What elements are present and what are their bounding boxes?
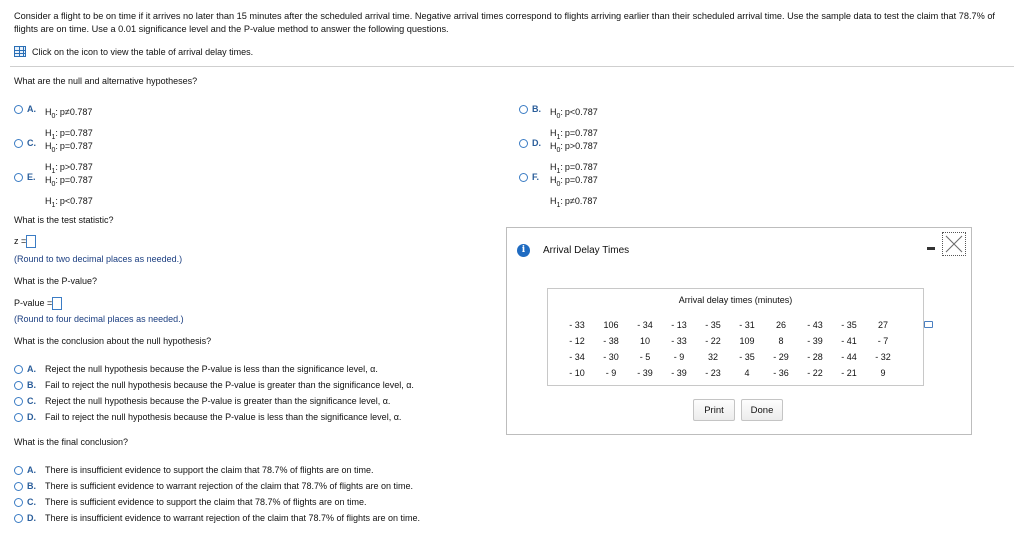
h-colon: : bbox=[560, 175, 563, 185]
radio-button[interactable] bbox=[14, 498, 23, 507]
null-hypothesis bbox=[550, 172, 598, 193]
z-answer-row bbox=[14, 235, 36, 248]
h-symbol: H bbox=[45, 161, 52, 172]
null-hypothesis bbox=[45, 138, 93, 159]
radio-button[interactable] bbox=[14, 514, 23, 523]
null-hypothesis bbox=[550, 138, 598, 159]
null-hypothesis bbox=[550, 104, 598, 125]
option-text: Fail to reject the null hypothesis because the P-value is less than the significance level, α. bbox=[45, 412, 402, 422]
delay-row bbox=[560, 333, 900, 349]
delay-cell: 32 bbox=[707, 352, 718, 362]
h-symbol: H bbox=[45, 107, 52, 117]
delay-table bbox=[560, 317, 900, 381]
close-icon[interactable] bbox=[942, 232, 966, 256]
h-symbol: H bbox=[550, 175, 557, 185]
z-label: z = bbox=[14, 235, 27, 246]
h-symbol: H bbox=[45, 127, 52, 138]
delay-cell: - 9 bbox=[605, 368, 617, 378]
delay-cell: - 34 bbox=[637, 320, 653, 330]
final-conclusion-option[interactable] bbox=[14, 465, 374, 475]
delay-cell: - 44 bbox=[841, 352, 857, 362]
final-conclusion-option[interactable] bbox=[14, 513, 420, 523]
delay-cell: 10 bbox=[639, 336, 650, 346]
alt-hypothesis bbox=[45, 193, 93, 214]
delay-cell: - 10 bbox=[569, 368, 585, 378]
delay-row bbox=[560, 317, 900, 333]
divider bbox=[10, 66, 1014, 67]
h-subscript: 0 bbox=[556, 180, 561, 188]
radio-button[interactable] bbox=[519, 139, 528, 148]
h-colon: : bbox=[55, 195, 58, 206]
alt-hypothesis bbox=[550, 193, 598, 214]
h-symbol: H bbox=[550, 141, 557, 151]
delay-cell: - 12 bbox=[569, 336, 585, 346]
delay-cell: 4 bbox=[744, 368, 750, 378]
radio-button[interactable] bbox=[14, 482, 23, 491]
hypothesis-text: p<0.787 bbox=[59, 195, 93, 206]
h-colon: : bbox=[55, 141, 58, 151]
done-button[interactable]: Done bbox=[741, 399, 783, 421]
option-letter: B. bbox=[532, 104, 541, 114]
radio-button[interactable] bbox=[14, 365, 23, 374]
option-text: There is insufficient evidence to warrant rejection of the claim that 78.7% of flights are on time. bbox=[45, 513, 421, 523]
h-colon: : bbox=[560, 195, 563, 206]
hypothesis-text: p>0.787 bbox=[564, 141, 598, 151]
radio-button[interactable] bbox=[14, 413, 23, 422]
option-text: There is sufficient evidence to warrant rejection of the claim that 78.7% of flights are on time. bbox=[45, 481, 414, 491]
h-subscript: 1 bbox=[51, 133, 56, 141]
h-symbol: H bbox=[45, 175, 52, 185]
delay-cell: - 39 bbox=[807, 336, 823, 346]
delay-cell: - 39 bbox=[671, 368, 687, 378]
h-colon: : bbox=[55, 161, 58, 172]
delay-cell: - 35 bbox=[705, 320, 721, 330]
table-grid-icon[interactable] bbox=[14, 46, 26, 57]
h-colon: : bbox=[560, 161, 563, 172]
radio-button[interactable] bbox=[519, 105, 528, 114]
hypothesis-text: p=0.787 bbox=[564, 161, 598, 172]
option-letter: C. bbox=[27, 138, 36, 148]
h-symbol: H bbox=[550, 127, 557, 138]
hypothesis-text: p<0.787 bbox=[564, 107, 598, 117]
h-subscript: 0 bbox=[556, 112, 561, 120]
delay-cell: - 36 bbox=[773, 368, 789, 378]
arrival-delay-popup bbox=[506, 227, 972, 435]
h-symbol: H bbox=[550, 161, 557, 172]
h-symbol: H bbox=[45, 195, 52, 206]
copy-icon[interactable] bbox=[924, 321, 933, 328]
p-value-answer-row bbox=[14, 297, 62, 310]
conclusion-null-option[interactable] bbox=[14, 364, 378, 374]
hypothesis-text: p=0.787 bbox=[564, 127, 598, 138]
radio-button[interactable] bbox=[14, 466, 23, 475]
null-hypothesis bbox=[45, 172, 93, 193]
question-conclusion-null: What is the conclusion about the null hypothesis? bbox=[14, 336, 212, 346]
option-letter: A. bbox=[27, 104, 36, 114]
h-subscript: 1 bbox=[51, 167, 56, 175]
option-text: There is insufficient evidence to support the claim that 78.7% of flights are on time. bbox=[45, 465, 374, 475]
popup-header bbox=[507, 228, 971, 256]
option-text: Fail to reject the null hypothesis because the P-value is greater than the significance level, α. bbox=[45, 380, 414, 390]
h-symbol: H bbox=[550, 107, 557, 117]
delay-row bbox=[560, 349, 900, 365]
conclusion-null-option[interactable] bbox=[14, 412, 401, 422]
delay-cell: - 21 bbox=[841, 368, 857, 378]
h-subscript: 1 bbox=[556, 167, 561, 175]
option-letter: D. bbox=[532, 138, 541, 148]
option-letter: D. bbox=[27, 513, 36, 523]
h-colon: : bbox=[55, 127, 58, 138]
option-text: Reject the null hypothesis because the P-value is greater than the significance level, α. bbox=[45, 396, 391, 406]
h-subscript: 1 bbox=[556, 201, 561, 209]
question-test-statistic: What is the test statistic? bbox=[14, 215, 114, 225]
option-text: Reject the null hypothesis because the P-value is less than the significance level, α. bbox=[45, 364, 378, 374]
delay-cell: - 38 bbox=[603, 336, 619, 346]
delay-cell: - 22 bbox=[807, 368, 823, 378]
h-symbol: H bbox=[550, 195, 557, 206]
radio-button[interactable] bbox=[14, 381, 23, 390]
delay-cell: - 39 bbox=[637, 368, 653, 378]
z-hint: (Round to two decimal places as needed.) bbox=[14, 254, 183, 264]
delay-row bbox=[560, 365, 900, 381]
delay-cell: 106 bbox=[603, 320, 619, 330]
question-p-value: What is the P-value? bbox=[14, 276, 98, 286]
option-letter: B. bbox=[27, 481, 36, 491]
h-colon: : bbox=[55, 107, 58, 117]
final-conclusion-option[interactable] bbox=[14, 481, 413, 491]
delay-cell: - 5 bbox=[639, 352, 651, 362]
radio-button[interactable] bbox=[14, 105, 23, 114]
delay-cell: - 41 bbox=[841, 336, 857, 346]
hypothesis-text: p≠0.787 bbox=[59, 107, 93, 117]
hypothesis-option[interactable] bbox=[519, 172, 598, 214]
conclusion-null-option[interactable] bbox=[14, 380, 414, 390]
h-symbol: H bbox=[45, 141, 52, 151]
p-value-input[interactable] bbox=[52, 297, 62, 310]
delay-cell: - 34 bbox=[569, 352, 585, 362]
option-letter: A. bbox=[27, 364, 36, 374]
delay-cell: - 28 bbox=[807, 352, 823, 362]
delay-cell: - 13 bbox=[671, 320, 687, 330]
view-table-label: Click on the icon to view the table of arrival delay times. bbox=[32, 46, 254, 57]
option-letter: A. bbox=[27, 465, 36, 475]
option-letter: B. bbox=[27, 380, 36, 390]
option-letter: E. bbox=[27, 172, 36, 182]
option-text: There is sufficient evidence to support the claim that 78.7% of flights are on time. bbox=[45, 497, 367, 507]
delay-cell: - 9 bbox=[673, 352, 685, 362]
option-letter: D. bbox=[27, 412, 36, 422]
h-colon: : bbox=[55, 175, 58, 185]
delay-cell: - 43 bbox=[807, 320, 823, 330]
delay-cell: - 32 bbox=[875, 352, 891, 362]
question-final-conclusion: What is the final conclusion? bbox=[14, 437, 129, 447]
option-letter: C. bbox=[27, 497, 36, 507]
z-input[interactable] bbox=[26, 235, 36, 248]
question-hypotheses: What are the null and alternative hypotheses? bbox=[14, 76, 198, 86]
h-subscript: 0 bbox=[51, 180, 56, 188]
popup-title: Arrival Delay Times bbox=[543, 245, 630, 256]
delay-cell: - 7 bbox=[877, 336, 889, 346]
delay-cell: - 29 bbox=[773, 352, 789, 362]
delay-cell: - 31 bbox=[739, 320, 755, 330]
view-table-link[interactable] bbox=[14, 46, 253, 57]
delay-cell: - 22 bbox=[705, 336, 721, 346]
delay-cell: 8 bbox=[778, 336, 784, 346]
delay-cell: - 33 bbox=[569, 320, 585, 330]
minimize-icon[interactable] bbox=[927, 247, 935, 250]
hypothesis-option[interactable] bbox=[14, 172, 93, 214]
hypothesis-pair bbox=[45, 172, 93, 214]
delay-cell: - 35 bbox=[739, 352, 755, 362]
info-icon: i bbox=[517, 244, 530, 257]
h-subscript: 1 bbox=[51, 201, 56, 209]
delay-cell: 26 bbox=[775, 320, 786, 330]
final-conclusion-option[interactable] bbox=[14, 497, 367, 507]
option-letter: F. bbox=[532, 172, 540, 182]
radio-button[interactable] bbox=[14, 397, 23, 406]
delay-cell: - 23 bbox=[705, 368, 721, 378]
print-button[interactable]: Print bbox=[693, 399, 735, 421]
radio-button[interactable] bbox=[519, 173, 528, 182]
h-subscript: 0 bbox=[556, 146, 561, 154]
p-value-hint: (Round to four decimal places as needed.) bbox=[14, 314, 184, 324]
radio-button[interactable] bbox=[14, 173, 23, 182]
problem-statement: Consider a flight to be on time if it arrives no later than 15 minutes after the scheduled arrival time. Negative arrival times correspond to flights arriving earlier than their scheduled arrival time. Use the sample data to test the claim that 78.7% of flights are on time. Use a 0.01 significance level and the P-value method to answer the following questions. bbox=[14, 11, 995, 34]
hypothesis-text: p=0.787 bbox=[59, 175, 93, 185]
delay-cell: 27 bbox=[877, 320, 888, 330]
hypothesis-text: p=0.787 bbox=[564, 175, 598, 185]
delay-cell: - 35 bbox=[841, 320, 857, 330]
h-colon: : bbox=[560, 127, 563, 138]
h-subscript: 0 bbox=[51, 112, 56, 120]
delay-cell: 9 bbox=[880, 368, 886, 378]
radio-button[interactable] bbox=[14, 139, 23, 148]
hypothesis-text: p≠0.787 bbox=[564, 195, 598, 206]
h-subscript: 1 bbox=[556, 133, 561, 141]
delay-table-panel bbox=[547, 288, 924, 386]
delay-table-title: Arrival delay times (minutes) bbox=[678, 295, 793, 305]
conclusion-null-option[interactable] bbox=[14, 396, 390, 406]
delay-cell: - 30 bbox=[603, 352, 619, 362]
hypothesis-pair bbox=[550, 172, 598, 214]
h-subscript: 0 bbox=[51, 146, 56, 154]
hypothesis-text: p=0.787 bbox=[59, 141, 93, 151]
h-colon: : bbox=[560, 107, 563, 117]
null-hypothesis bbox=[45, 104, 93, 125]
option-letter: C. bbox=[27, 396, 36, 406]
hypothesis-text: p=0.787 bbox=[59, 127, 93, 138]
h-colon: : bbox=[560, 141, 563, 151]
p-value-label: P-value = bbox=[14, 297, 53, 308]
delay-cell: 109 bbox=[739, 336, 755, 346]
delay-cell: - 33 bbox=[671, 336, 687, 346]
hypothesis-text: p>0.787 bbox=[59, 161, 93, 172]
